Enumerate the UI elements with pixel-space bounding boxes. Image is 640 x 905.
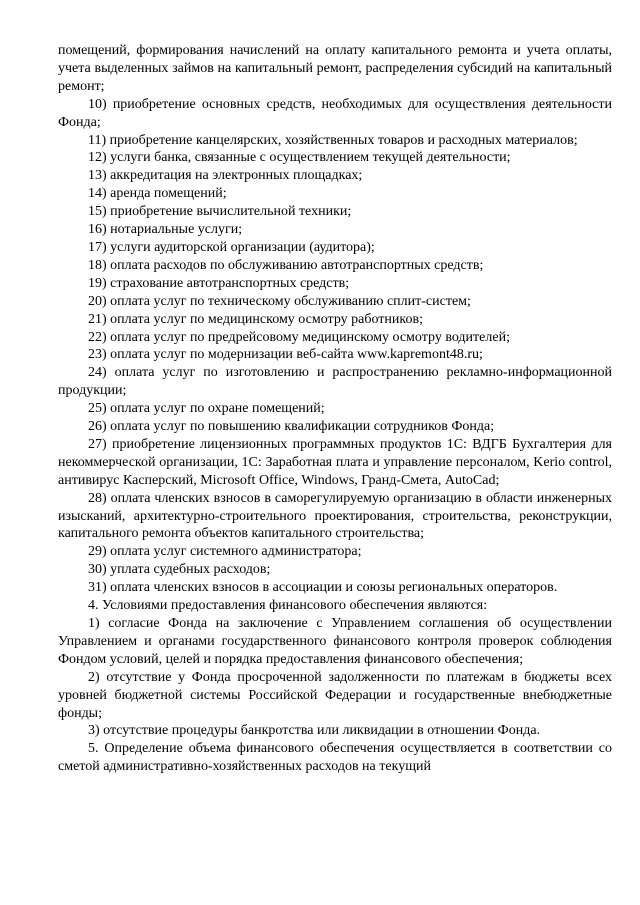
condition-item-1: 1) согласие Фонда на заключение с Управлением соглашения об осуществлении Управлением и органами государственного финансового контроля проверок соблюдения Фондом условий, целей и порядка предоставления финансового обеспечения; [58, 616, 612, 667]
list-item-19: 19) страхование автотранспортных средств; [88, 275, 350, 291]
list-item-28: 28) оплата членских взносов в саморегулируемую организацию в области инженерных изысканий, архитектурно-строительного проектирования, строительства, реконструкции, капитального ремонта объектов капитального строительства; [58, 490, 612, 542]
list-item-23: 23) оплата услуг по модернизации веб-сайта www.kapremont48.ru; [88, 347, 483, 363]
list-item-10: 10) приобретение основных средств, необходимых для осуществления деятельности Фонда; [58, 96, 612, 130]
list-item-26: 26) оплата услуг по повышению квалификации сотрудников Фонда; [88, 419, 495, 435]
condition-item-3: 3) отсутствие процедуры банкротства или ликвидации в отношении Фонда. [88, 723, 541, 739]
list-item-18: 18) оплата расходов по обслуживанию автотранспортных средств; [88, 257, 484, 273]
list-item-24: 24) оплата услуг по изготовлению и распространению рекламно-информационной продукции; [58, 365, 612, 399]
list-item-30: 30) уплата судебных расходов; [88, 562, 271, 578]
condition-item-2: 2) отсутствие у Фонда просроченной задолженности по платежам в бюджеты всех уровней бюджетной системы Российской Федерации и государственные внебюджетные фонды; [58, 669, 612, 721]
list-item-21: 21) оплата услуг по медицинскому осмотру работников; [88, 311, 423, 327]
paragraph-continuation: помещений, формирования начислений на оплату капитального ремонта и учета оплаты, учета выделенных займов на капитальный ремонт, распределения субсидий на капитальный ремонт; [58, 43, 612, 94]
list-item-14: 14) аренда помещений; [88, 186, 227, 202]
list-item-15: 15) приобретение вычислительной техники; [88, 204, 352, 220]
list-item-25: 25) оплата услуг по охране помещений; [88, 401, 325, 417]
list-item-29: 29) оплата услуг системного администратора; [88, 544, 362, 560]
section-4-heading: 4. Условиями предоставления финансового обеспечения являются: [88, 598, 488, 614]
list-item-22: 22) оплата услуг по предрейсовому медицинскому осмотру водителей; [88, 329, 510, 345]
list-item-13: 13) аккредитация на электронных площадках; [88, 168, 363, 184]
list-item-16: 16) нотариальные услуги; [88, 222, 243, 238]
list-item-27: 27) приобретение лицензионных программных продуктов 1С: ВДГБ Бухгалтерия для некоммерческой организации, 1С: Заработная плата и управление персоналом, Kerio control, антивирус Касперский, Microsoft Office, Windows, Гранд-Смета, AutoCad; [58, 436, 612, 488]
list-item-11: 11) приобретение канцелярских, хозяйственных товаров и расходных материалов; [88, 132, 578, 148]
document-page [58, 42, 612, 776]
list-item-17: 17) услуги аудиторской организации (аудитора); [88, 239, 375, 255]
list-item-20: 20) оплата услуг по техническому обслуживанию сплит-систем; [88, 293, 471, 309]
list-item-31: 31) оплата членских взносов в ассоциации и союзы региональных операторов. [88, 580, 558, 596]
list-item-12: 12) услуги банка, связанные с осуществлением текущей деятельности; [88, 150, 511, 166]
section-5-paragraph: 5. Определение объема финансового обеспечения осуществляется в соответствии со сметой административно-хозяйственных расходов на текущий [58, 741, 612, 775]
